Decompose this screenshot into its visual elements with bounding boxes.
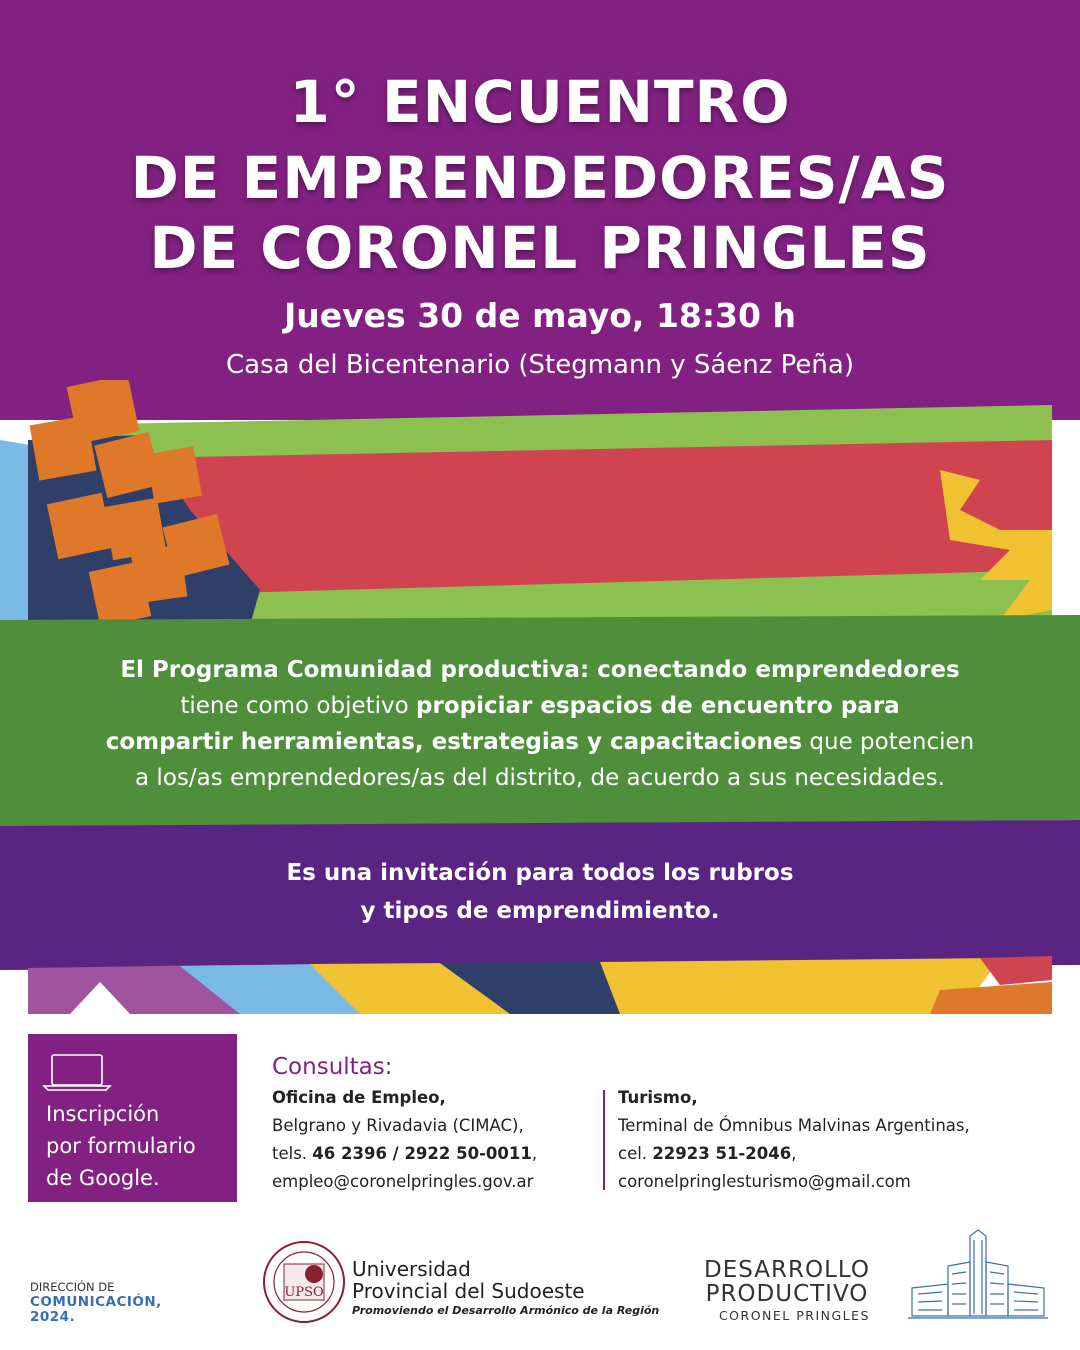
desarrollo-productivo-logo — [704, 1258, 870, 1323]
turismo-phone: cel. 22923 51-2046, — [618, 1144, 797, 1163]
empleo-name: Oficina de Empleo, — [272, 1088, 446, 1107]
direccion-line-3: 2024. — [30, 1309, 76, 1325]
turismo-cel: 22923 51-2046 — [652, 1144, 792, 1163]
laptop-icon — [42, 1052, 112, 1092]
inscription-text — [46, 1098, 196, 1194]
program-line-3b: que potencien — [802, 729, 975, 755]
title-line-3: DE CORONEL PRINGLES — [149, 214, 931, 282]
title-line-2: DE EMPRENDEDORES/AS — [130, 144, 950, 212]
program-line-3a: compartir herramientas, estrategias y capacitaciones — [105, 729, 803, 755]
program-line-2a: tiene como objetivo — [180, 693, 417, 719]
inscription-box[interactable] — [28, 1034, 237, 1202]
program-line-1: El Programa Comunidad productiva: conectando emprendedores — [120, 657, 960, 683]
turismo-address: Terminal de Ómnibus Malvinas Argentinas, — [618, 1116, 970, 1135]
dp-line-3: CORONEL PRINGLES — [718, 1308, 870, 1323]
dp-line-1: DESARROLLO — [704, 1257, 870, 1283]
turismo-name: Turismo, — [618, 1088, 698, 1107]
upso-line-1: Universidad — [352, 1257, 471, 1281]
upso-line-2: Provincial del Sudoeste — [352, 1279, 585, 1303]
upso-seal-icon — [262, 1240, 346, 1324]
program-line-4: a los/as emprendedores/as del distrito, de acuerdo a sus necesidades. — [135, 765, 945, 791]
red-stroke-bottom — [980, 956, 1052, 985]
event-date: Jueves 30 de mayo, 18:30 h — [284, 296, 796, 335]
program-line-2b: propiciar espacios de encuentro para — [416, 693, 900, 719]
upso-seal-text: UPSO — [284, 1285, 324, 1300]
inscription-line-3: de Google. — [46, 1166, 160, 1190]
inscription-line-1: Inscripción — [46, 1102, 160, 1126]
consultas-title: Consultas: — [272, 1054, 393, 1080]
upso-tagline: Promoviendo el Desarrollo Armónico de la Región — [352, 1304, 660, 1317]
invitation-line-1: Es una invitación para todos los rubros — [286, 860, 794, 886]
direccion-line-2: COMUNICACIÓN, — [30, 1294, 162, 1310]
empleo-phones: tels. 46 2396 / 2922 50-0011, — [272, 1144, 538, 1163]
direccion-line-1: DIRECCIÓN DE — [30, 1280, 115, 1294]
direccion-comunicacion-logo — [30, 1280, 162, 1325]
invitation-line-2: y tipos de emprendimiento. — [360, 898, 720, 924]
invitation-text — [0, 854, 1080, 930]
turismo-email[interactable]: coronelpringlesturismo@gmail.com — [618, 1172, 911, 1191]
title-line-1: 1° ENCUENTRO — [289, 68, 791, 136]
event-venue: Casa del Bicentenario (Stegmann y Sáenz Peña) — [226, 350, 854, 380]
inscription-line-2: por formulario — [46, 1134, 196, 1158]
contact-divider — [603, 1090, 605, 1190]
empleo-tel-1: 46 2396 — [312, 1144, 387, 1163]
turismo-contact — [618, 1084, 970, 1196]
empleo-contact — [272, 1084, 537, 1196]
building-icon — [908, 1226, 1048, 1326]
empleo-email[interactable]: empleo@coronelpringles.gov.ar — [272, 1172, 534, 1191]
dp-line-2: PRODUCTIVO — [705, 1281, 869, 1307]
empleo-tel-2: 2922 50-0011 — [404, 1144, 532, 1163]
header-banner — [0, 0, 1080, 420]
empleo-address: Belgrano y Rivadavia (CIMAC), — [272, 1116, 524, 1135]
program-description — [0, 652, 1080, 796]
upso-logo-text — [352, 1258, 659, 1317]
